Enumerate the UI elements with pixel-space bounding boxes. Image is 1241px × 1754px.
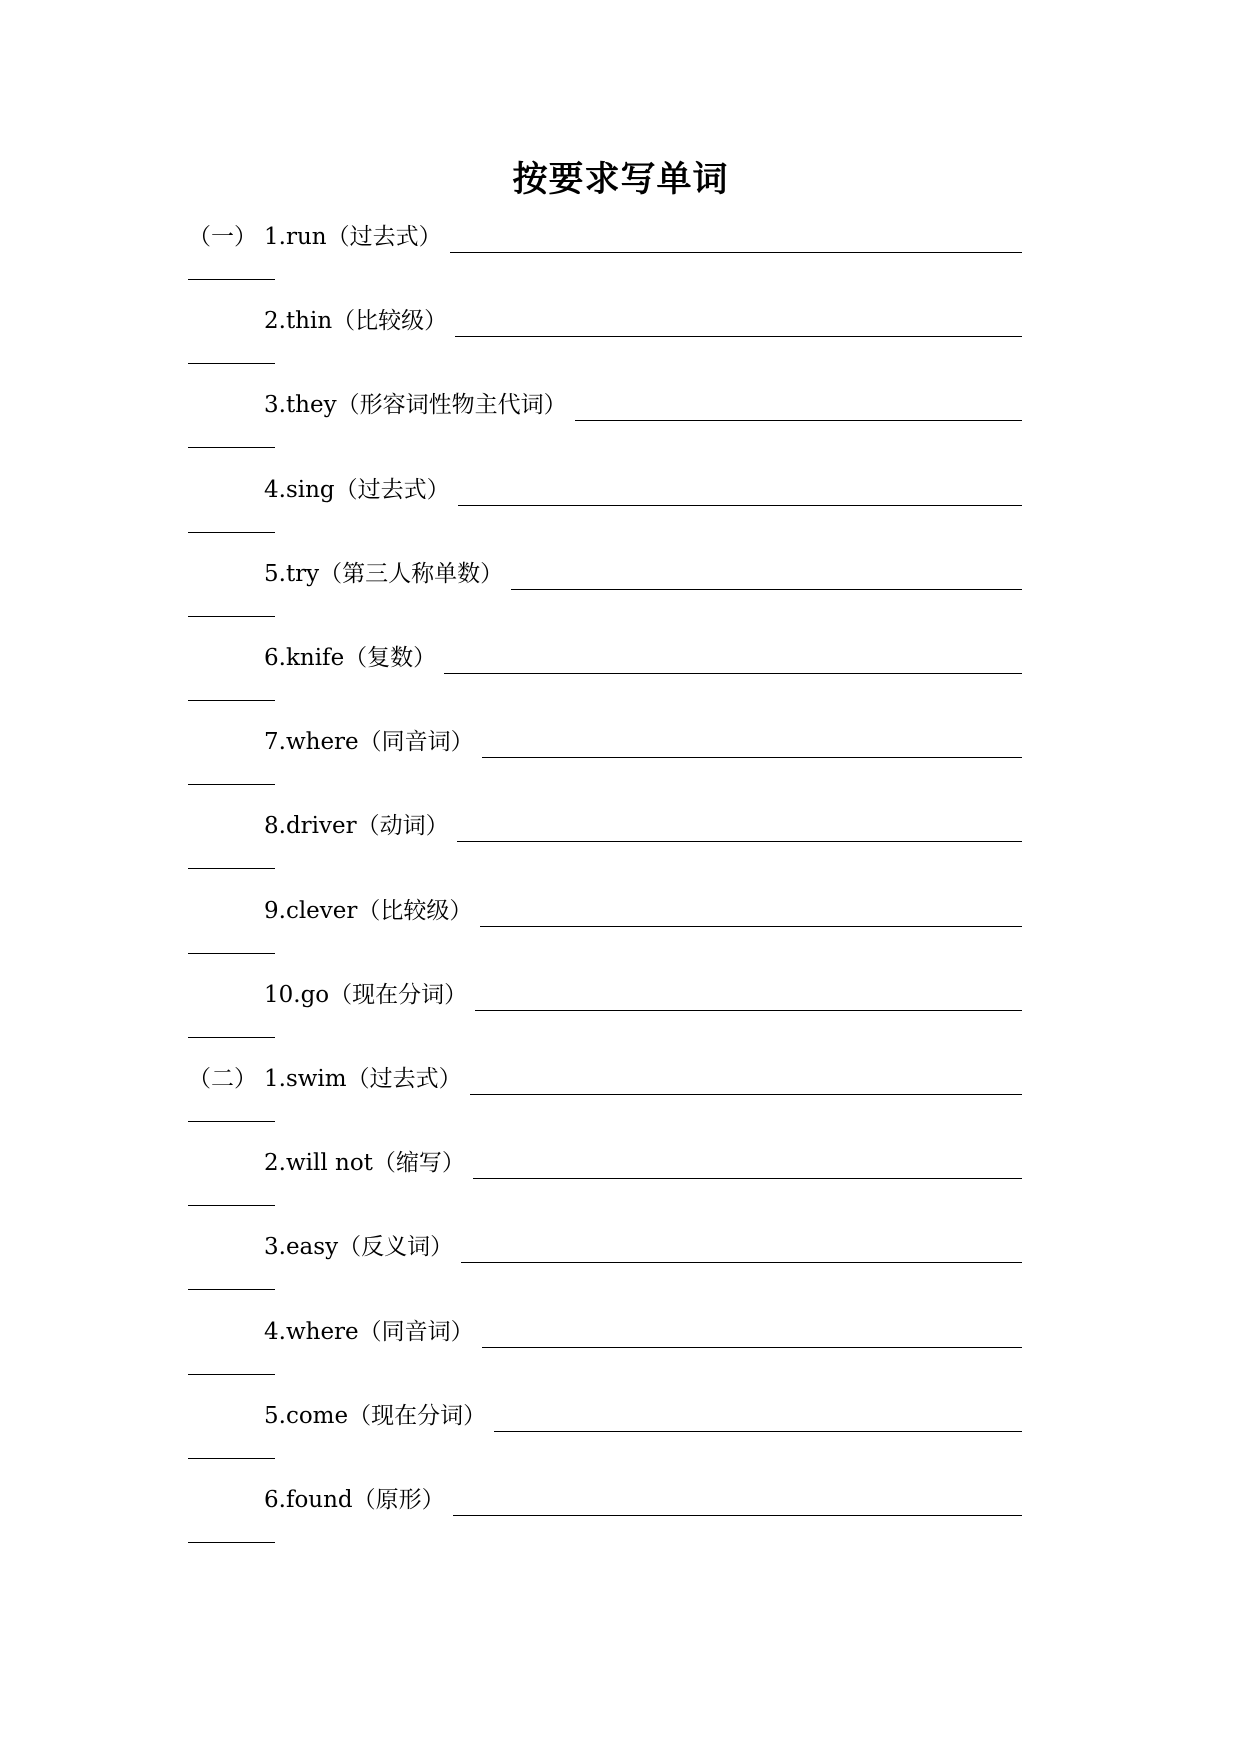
- answer-blank[interactable]: [470, 1072, 1022, 1095]
- question-prompt: 4.where（同音词）: [264, 1318, 474, 1345]
- question-row: [188, 726, 1022, 756]
- question-prompt: 5.come（现在分词）: [264, 1402, 487, 1429]
- question-row: [188, 305, 1022, 335]
- question-prompt: 3.easy（反义词）: [264, 1234, 454, 1261]
- answer-blank[interactable]: [480, 904, 1022, 927]
- answer-blank[interactable]: [575, 398, 1022, 421]
- answer-blank[interactable]: [457, 819, 1022, 842]
- answer-blank-continuation[interactable]: [188, 951, 275, 954]
- answer-blank[interactable]: [450, 230, 1022, 253]
- question-prompt: 3.they（形容词性物主代词）: [264, 392, 567, 419]
- question-row: [188, 474, 1022, 504]
- section-label: （二）: [188, 1066, 257, 1092]
- answer-blank[interactable]: [482, 735, 1022, 758]
- answer-blank[interactable]: [494, 1409, 1022, 1432]
- question-row: [188, 895, 1022, 925]
- answer-blank-continuation[interactable]: [188, 1035, 275, 1038]
- answer-blank-continuation[interactable]: [188, 445, 275, 448]
- answer-blank-continuation[interactable]: [188, 614, 275, 617]
- answer-blank-continuation[interactable]: [188, 866, 275, 869]
- answer-blank-continuation[interactable]: [188, 361, 275, 364]
- answer-blank-continuation[interactable]: [188, 1287, 275, 1290]
- question-prompt: 1.swim（过去式）: [264, 1066, 462, 1092]
- question-prompt: 6.knife（复数）: [264, 645, 437, 671]
- answer-blank[interactable]: [453, 1493, 1022, 1516]
- question-row: [188, 221, 1022, 251]
- question-row: [188, 1484, 1022, 1514]
- question-prompt: 10.go（现在分词）: [264, 981, 468, 1008]
- answer-blank[interactable]: [444, 651, 1022, 674]
- question-prompt: 2.will not（缩写）: [264, 1150, 465, 1177]
- answer-blank[interactable]: [511, 567, 1022, 590]
- question-row: [188, 1063, 1022, 1093]
- answer-blank[interactable]: [458, 483, 1022, 506]
- question-prompt: 2.thin（比较级）: [264, 308, 448, 335]
- question-prompt: 8.driver（动词）: [264, 813, 449, 840]
- question-row: [188, 1231, 1022, 1261]
- answer-blank[interactable]: [473, 1156, 1022, 1179]
- question-prompt: 7.where（同音词）: [264, 729, 474, 756]
- section-label: （一）: [188, 224, 257, 250]
- question-row: [188, 1316, 1022, 1346]
- question-prompt: 5.try（第三人称单数）: [264, 560, 504, 587]
- answer-blank[interactable]: [482, 1325, 1022, 1348]
- question-row: [188, 389, 1022, 419]
- answer-blank-continuation[interactable]: [188, 1456, 275, 1459]
- answer-blank-continuation[interactable]: [188, 1372, 275, 1375]
- answer-blank-continuation[interactable]: [188, 1203, 275, 1206]
- question-prompt: 1.run（过去式）: [264, 224, 442, 250]
- question-row: [188, 1147, 1022, 1177]
- answer-blank[interactable]: [475, 988, 1022, 1011]
- answer-blank-continuation[interactable]: [188, 698, 275, 701]
- answer-blank-continuation[interactable]: [188, 782, 275, 785]
- answer-blank-continuation[interactable]: [188, 530, 275, 533]
- question-row: [188, 1400, 1022, 1430]
- question-row: [188, 810, 1022, 840]
- answer-blank[interactable]: [461, 1240, 1022, 1263]
- answer-blank[interactable]: [455, 314, 1022, 337]
- question-prompt: 6.found（原形）: [264, 1487, 445, 1513]
- page-title: 按要求写单词: [512, 159, 729, 200]
- answer-blank-continuation[interactable]: [188, 1119, 275, 1122]
- question-row: [188, 558, 1022, 588]
- question-prompt: 9.clever（比较级）: [264, 897, 473, 924]
- question-prompt: 4.sing（过去式）: [264, 476, 450, 503]
- question-row: [188, 979, 1022, 1009]
- answer-blank-continuation[interactable]: [188, 277, 275, 280]
- answer-blank-continuation[interactable]: [188, 1540, 275, 1543]
- question-row: [188, 642, 1022, 672]
